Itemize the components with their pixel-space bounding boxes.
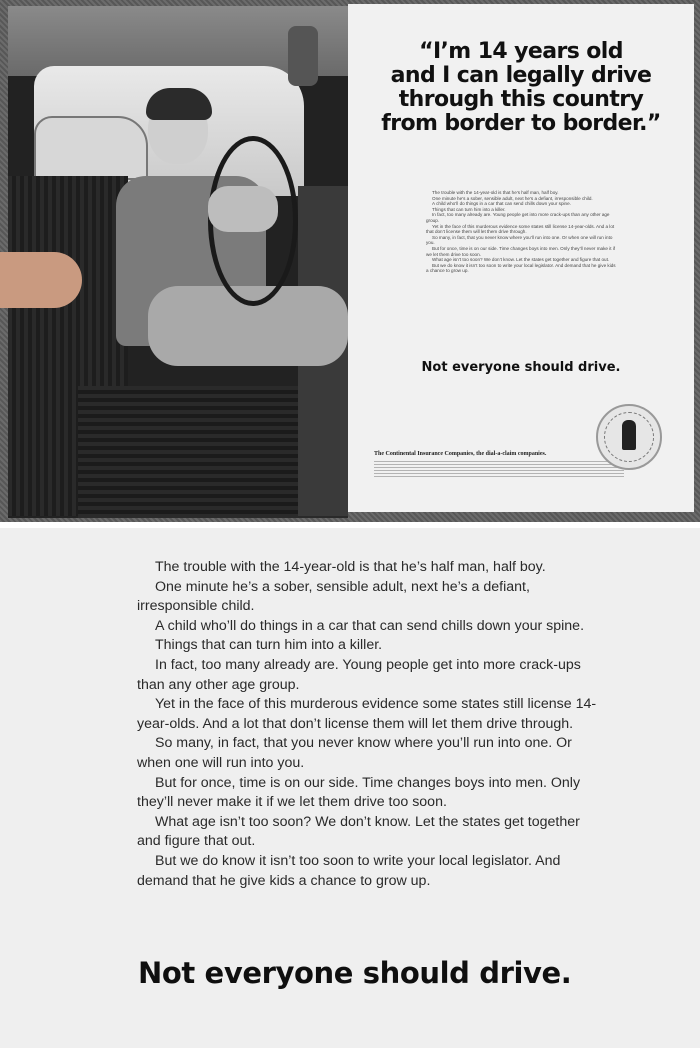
ad-tagline: Not everyone should drive. [138, 956, 572, 990]
headline-line: “I’m 14 years old [419, 39, 623, 64]
body-paragraph: One minute he’s a sober, sensible adult, next he’s a defiant, irresponsible child. [137, 578, 530, 615]
zoomed-body-photo [0, 528, 700, 1048]
right-page [348, 4, 694, 512]
body-paragraph: One minute he’s a sober, sensible adult, next he’s a defiant, irresponsible child. [432, 195, 593, 201]
boy-arm [208, 186, 278, 232]
body-paragraph: What age isn’t too soon? We don’t know. Let the states get together and figure that out. [432, 257, 610, 263]
body-paragraph: But we do know it isn’t too soon to write your local legislator. And demand that he give kids a chance to grow up. [426, 262, 616, 274]
ad-body-zoomed [137, 558, 597, 891]
body-paragraph: Things that can turn him into a killer. [432, 206, 506, 212]
body-paragraph: In fact, too many already are. Young people get into more crack-ups than any other age group. [137, 656, 581, 693]
rearview-mirror [288, 26, 318, 86]
ad-tagline-small: Not everyone should drive. [421, 360, 621, 375]
body-paragraph: So many, in fact, that you never know where you’ll run into one. Or when one will run into you. [426, 234, 613, 246]
headline-line: from border to border.” [381, 111, 661, 136]
body-paragraph: Yet in the face of this murderous evidence some states still license 14-year-olds. And a lot that don’t license them will let them drive through. [137, 696, 597, 732]
body-paragraph: A child who’ll do things in a car that can send chills down your spine. [155, 617, 585, 634]
headline-line: and I can legally drive [390, 63, 652, 88]
ad-headline [348, 40, 694, 136]
body-paragraph: The trouble with the 14-year-old is that he’s half man, half boy. [432, 190, 559, 195]
body-paragraph: In fact, too many already are. Young people get into more crack-ups than any other age group. [426, 212, 610, 223]
ad-body-small [426, 190, 616, 274]
outside-car [34, 116, 148, 180]
body-paragraph: What age isn’t too soon? We don’t know. Let the states get together and figure that out. [137, 813, 580, 850]
boy-hair [146, 88, 212, 120]
body-paragraph: The trouble with the 14-year-old is that he’s half man, half boy. [155, 559, 546, 575]
headline-line: through this country [398, 87, 644, 112]
body-paragraph: So many, in fact, that you never know where you’ll run into one. Or when one will run into you. [137, 735, 572, 771]
holding-hand [0, 252, 82, 308]
fine-print [374, 459, 624, 477]
minuteman-figure-icon [622, 420, 636, 450]
body-paragraph: A child who’ll do things in a car that can send chills down your spine. [432, 201, 571, 207]
body-paragraph: Yet in the face of this murderous evidence some states still license 14-year-olds. And a lot that don’t license them will let them drive through. [426, 223, 615, 235]
body-paragraph: But for once, time is on our side. Time changes boys into men. Only they’ll never make it if we let them drive too soon. [137, 774, 581, 811]
body-paragraph: Things that can turn him into a killer. [155, 637, 383, 654]
body-paragraph: But for once, time is on our side. Time changes boys into men. Only they’ll never make it if we let them drive too soon. [426, 245, 616, 257]
magazine-spread-photo [0, 0, 700, 522]
minuteman-seal-logo [596, 404, 662, 470]
company-name: The Continental Insurance Companies, the dial-a-claim companies. [374, 451, 547, 457]
body-paragraph: But we do know it isn’t too soon to write your local legislator. And demand that he give kids a chance to grow up. [137, 852, 561, 889]
